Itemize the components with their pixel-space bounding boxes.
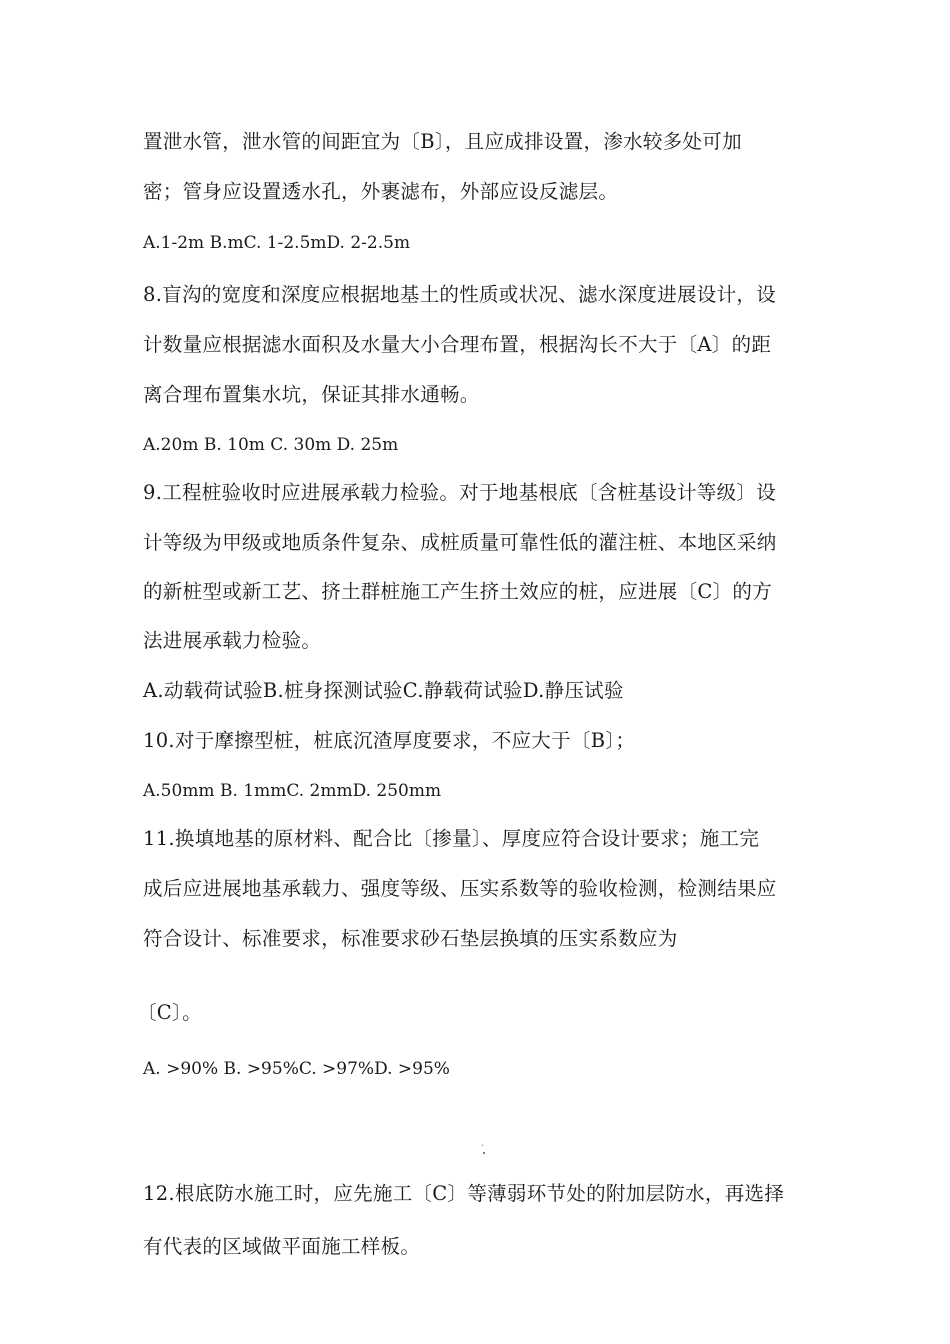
q12-text-line-2: 有代表的区域做平面施工样板。	[143, 1235, 421, 1258]
q9-text-line-4: 法进展承载力检验。	[143, 629, 322, 652]
q10-text-line-1: 10.对于摩擦型桩，桩底沉渣厚度要求，不应大于〔B〕；	[143, 729, 636, 752]
q9-text-line-2: 计等级为甲级或地质条件复杂、成桩质量可靠性低的灌注桩、本地区采纳	[143, 531, 777, 554]
page-marker: .	[481, 1138, 485, 1149]
q11-text-line-4: 〔C〕。	[137, 1001, 202, 1024]
q10-options: A.50mm B. 1mmC. 2mmD. 250mm	[143, 781, 442, 801]
q7-options: A.1-2m B.mC. 1-2.5mD. 2-2.5m	[143, 233, 411, 253]
q8-text-line-3: 离合理布置集水坑，保证其排水通畅。	[143, 383, 480, 406]
q11-text-line-1: 11.换填地基的原材料、配合比〔掺量〕、厚度应符合设计要求；施工完	[143, 827, 760, 850]
q9-text-line-3: 的新桩型或新工艺、挤土群桩施工产生挤土效应的桩，应进展〔C〕的方	[143, 580, 773, 603]
q11-text-line-2: 成后应进展地基承载力、强度等级、压实系数等的验收检测，检测结果应	[143, 877, 777, 900]
q11-text-line-3: 符合设计、标准要求，标准要求砂石垫层换填的压实系数应为	[143, 927, 678, 950]
q8-options: A.20m B. 10m C. 30m D. 25m	[143, 435, 399, 455]
q8-text-line-2: 计数量应根据滤水面积及水量大小合理布置，根据沟长不大于〔A〕的距	[143, 333, 772, 356]
q9-options: A.动载荷试验B.桩身探测试验C.静载荷试验D.静压试验	[143, 679, 624, 702]
q12-text-line-1: 12.根底防水施工时，应先施工〔C〕等薄弱环节处的附加层防水，再选择	[143, 1182, 785, 1205]
q7-text-line-1: 置泄水管，泄水管的间距宜为〔B〕，且应成排设置，渗水较多处可加	[143, 130, 742, 153]
q7-text-line-2: 密；管身应设置透水孔，外裹滤布，外部应设反滤层。	[143, 180, 619, 203]
q8-text-line-1: 8.盲沟的宽度和深度应根据地基土的性质或状况、滤水深度进展设计，设	[143, 283, 777, 306]
q11-options: A. >90% B. >95%C. >97%D. >95%	[143, 1059, 450, 1079]
page-marker-dot	[483, 1152, 485, 1154]
q9-text-line-1: 9.工程桩验收时应进展承载力检验。对于地基根底〔含桩基设计等级〕设	[143, 481, 777, 504]
